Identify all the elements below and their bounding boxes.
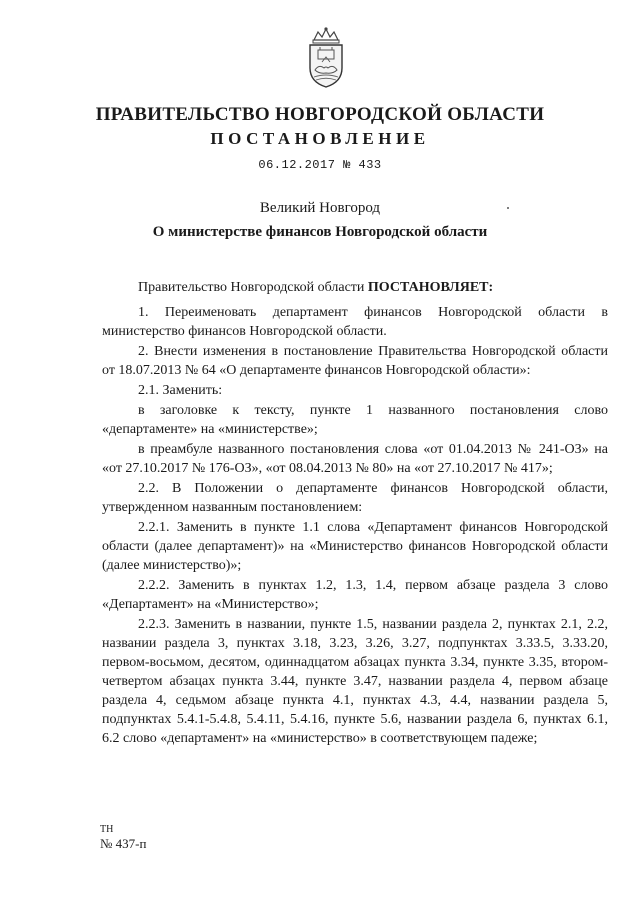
- paragraph-2-2: 2.2. В Положении о департаменте финансов Новгородской области, утвержденном названным постановлением:: [102, 481, 608, 515]
- coat-of-arms-icon: [300, 26, 352, 90]
- paragraph-2-1-b: в преамбуле названного постановления слова «от 01.04.2013 № 241-ОЗ» на «от 27.10.2017 № 176-ОЗ», «от 08.04.2013 № 80» на «от 27.10.2017 № 417»;: [102, 442, 608, 476]
- document-type: ПОСТАНОВЛЕНИЕ: [210, 129, 430, 148]
- paragraph-2-2-3: 2.2.3. Заменить в названии, пункте 1.5, названии раздела 2, пунктах 2.1, 2.2, названии раздела 3, пунктах 3.18, 3.23, 3.26, 3.27, подпунктах 3.33.5, 3.33.20, первом-восьмом, десятом, одиннадцатом абзацах пункта 3.34, пункте 3.35, втором-четвертом абзацах пункта 3.44, пункте 3.47, названии раздела 4, первом абзаце раздела 4, седьмом абзаце пункта 4.1, пунктах 4.3, 4.4, названии раздела 5, подпунктах 5.4.1-5.4.8, 5.4.11, 5.4.16, пункте 5.6, названии раздела 6, пунктах 6.1, 6.2 слово «департамент» на «министерство» в соответствующем падеже;: [102, 617, 608, 746]
- stray-dot-mark: [507, 207, 509, 209]
- government-title: ПРАВИТЕЛЬСТВО НОВГОРОДСКОЙ ОБЛАСТИ: [95, 104, 545, 125]
- resolution-body: [102, 278, 608, 749]
- paragraph-1: 1. Переименовать департамент финансов Новгородской области в министерство финансов Новгородской области.: [102, 305, 608, 339]
- date-and-number: 06.12.2017 № 433: [258, 158, 382, 172]
- registration-number: № 437-п: [100, 836, 147, 851]
- paragraph-2-2-1: 2.2.1. Заменить в пункте 1.1 слова «Департамент финансов Новгородской области (далее департамент)» на «Министерство финансов Новгородской области (далее министерство)»;: [102, 520, 608, 573]
- document-footer: [100, 823, 146, 851]
- paragraph-2-2-2: 2.2.2. Заменить в пунктах 1.2, 1.3, 1.4, первом абзаце раздела 3 слово «Департамент» на «Министерство»;: [102, 578, 608, 612]
- intro-text: Правительство Новгородской области: [138, 280, 368, 295]
- intro-paragraph: [102, 278, 608, 297]
- executor-initials: ТН: [100, 824, 114, 835]
- paragraph-2-1: 2.1. Заменить:: [138, 383, 223, 398]
- city-name: Великий Новгород: [259, 200, 381, 216]
- paragraph-2: 2. Внести изменения в постановление Правительства Новгородской области от 18.07.2013 № 64 «О департаменте финансов Новгородской области»:: [102, 344, 608, 378]
- resolution-subject: О министерстве финансов Новгородской области: [152, 224, 488, 240]
- intro-decree-word: ПОСТАНОВЛЯЕТ:: [367, 280, 494, 295]
- paragraph-2-1-a: в заголовке к тексту, пункте 1 названного постановления слово «департаменте» на «министерстве»;: [102, 403, 608, 437]
